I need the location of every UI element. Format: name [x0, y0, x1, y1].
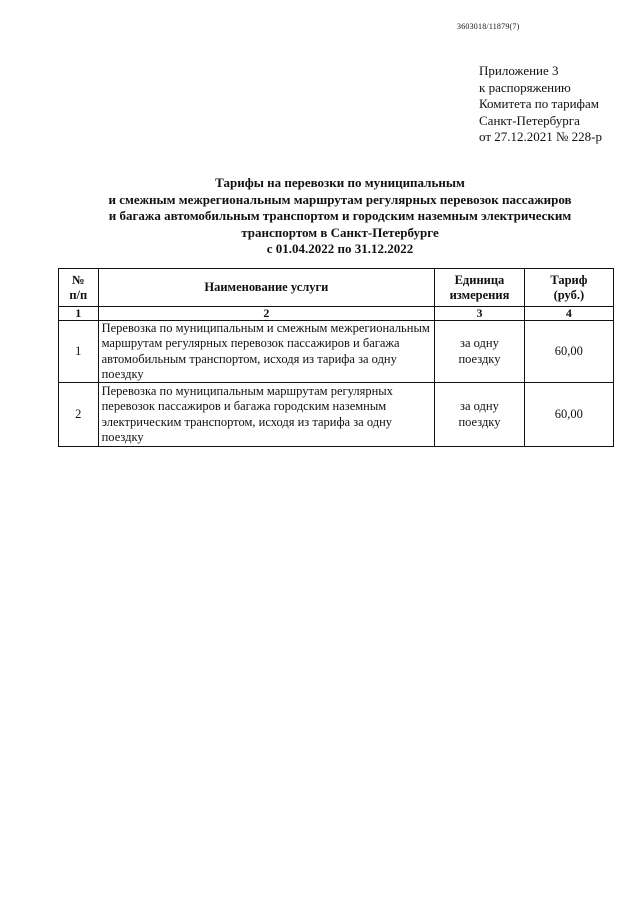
tariff-value: 60,00 — [524, 321, 613, 383]
unit-line-1: за одну — [460, 336, 499, 351]
appendix-line-2: к распоряжению — [479, 79, 571, 95]
header-tariff-line-1: Тариф — [550, 272, 588, 287]
column-number-row — [59, 307, 614, 321]
column-number: 4 — [524, 307, 613, 321]
column-number: 2 — [98, 307, 435, 321]
header-num-line-2: п/п — [69, 287, 88, 302]
tariff-value: 60,00 — [524, 383, 613, 447]
tariffs-table — [58, 268, 614, 447]
title-line-1: Тарифы на перевозки по муниципальным — [215, 175, 465, 190]
unit-line-2: поездку — [458, 414, 501, 429]
title-line-3: и багажа автомобильным транспортом и городским наземным электрическим — [108, 208, 572, 224]
service-name: Перевозка по муниципальным и смежным межрегиональным маршрутам регулярных перевозок пассажиров и багажа автомобильным транспортом, исходя из тарифа за одну поездку — [98, 321, 435, 383]
header-num-line-1: № — [72, 272, 85, 287]
document-registration-code: 3603018/11879(7) — [457, 22, 520, 31]
header-unit-line-2: измерения — [449, 287, 510, 302]
table-header-row — [59, 269, 614, 307]
header-tariff-line-2: (руб.) — [553, 287, 585, 302]
unit-line-1: за одну — [460, 399, 499, 414]
row-number: 2 — [59, 383, 99, 447]
appendix-line-4: Санкт-Петербурга — [479, 112, 580, 128]
table-row — [59, 321, 614, 383]
header-tariff — [524, 269, 613, 307]
appendix-line-1: Приложение 3 — [479, 63, 559, 78]
table-row — [59, 383, 614, 447]
title-line-4: транспортом в Санкт-Петербурге — [241, 224, 439, 240]
service-name: Перевозка по муниципальным маршрутам регулярных перевозок пассажиров и багажа городским наземным электрическим транспортом, исходя из тарифа за одну поездку — [98, 383, 435, 447]
header-unit-line-1: Единица — [454, 272, 505, 287]
unit-line-2: поездку — [458, 351, 501, 366]
unit-of-measure — [435, 383, 525, 447]
header-num — [59, 269, 99, 307]
appendix-line-3: Комитета по тарифам — [479, 96, 599, 111]
row-number: 1 — [59, 321, 99, 383]
document-title — [60, 175, 620, 258]
column-number: 1 — [59, 307, 99, 321]
unit-of-measure — [435, 321, 525, 383]
appendix-line-5: от 27.12.2021 № 228-р — [479, 129, 602, 144]
column-number: 3 — [435, 307, 525, 321]
title-line-2: и смежным межрегиональным маршрутам регулярных перевозок пассажиров — [108, 191, 572, 207]
appendix-reference — [479, 63, 602, 146]
header-unit — [435, 269, 525, 307]
header-service-name: Наименование услуги — [98, 269, 435, 307]
title-line-5: с 01.04.2022 по 31.12.2022 — [266, 241, 414, 257]
